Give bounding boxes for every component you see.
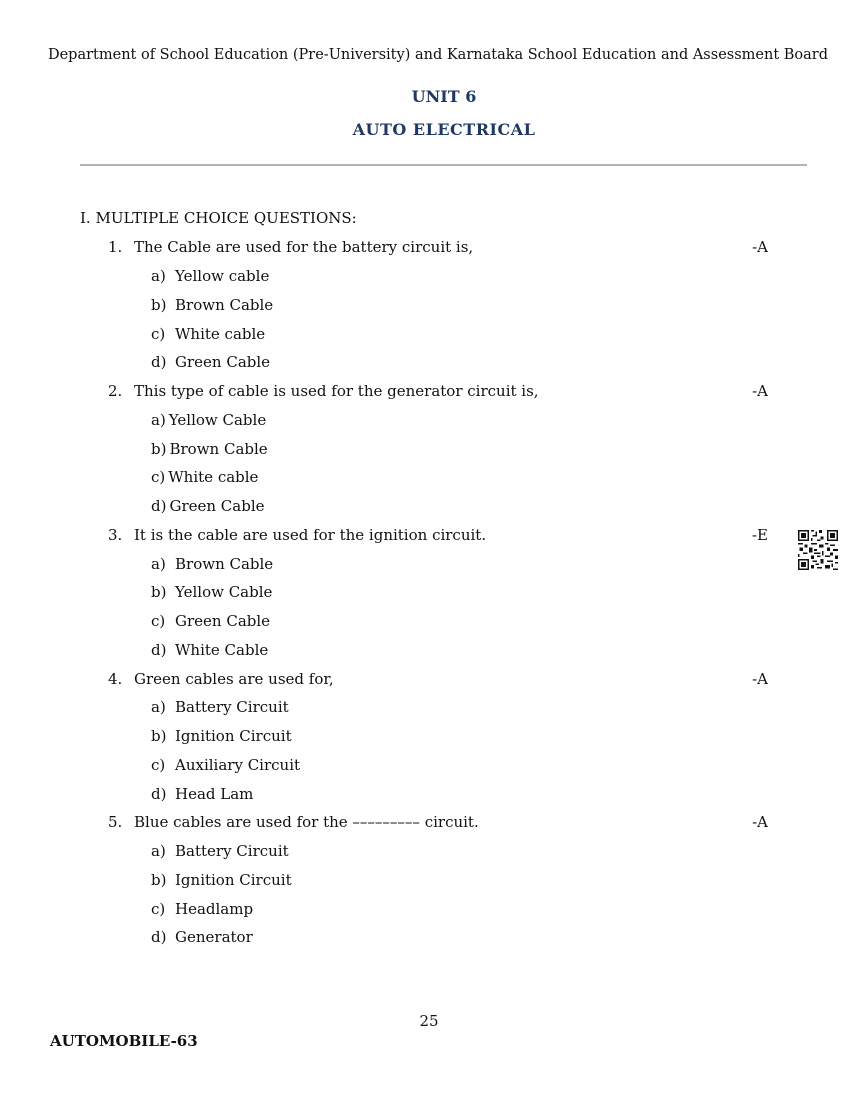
question-text: This type of cable is used for the generator circuit is, [134,382,539,400]
option-text: White cable [168,468,259,486]
option-text: Auxiliary Circuit [175,756,301,774]
chapter-title: AUTO ELECTRICAL [352,120,536,139]
question-number: 2. [108,382,123,400]
option [151,411,266,429]
option-text: Brown Cable [169,440,268,458]
option-text: Ignition Circuit [175,871,292,889]
option-label: d) [151,641,167,659]
question-2 [108,382,768,400]
question-text: Blue cables are used for the ––––––––– circuit. [134,813,479,831]
section-heading: I. MULTIPLE CHOICE QUESTIONS: [80,209,357,227]
option [151,871,292,889]
board-header: Department of School Education (Pre-University) and Karnataka School Education and Assessment Board [47,47,829,63]
question-5 [108,813,768,831]
option-text: Yellow Cable [168,411,267,429]
difficulty-tag: -A [752,670,768,688]
option [151,296,273,314]
option-text: Yellow cable [175,267,270,285]
option-label: c) [151,900,166,918]
footer-code: AUTOMOBILE-63 [50,1032,198,1050]
option-label: a) [151,411,166,429]
option-text: Yellow Cable [175,583,273,601]
question-3 [108,526,768,544]
option [151,612,270,630]
difficulty-tag: -A [752,813,768,831]
option-text: White cable [175,325,266,343]
option [151,641,268,659]
option-text: Headlamp [175,900,254,918]
option-label: b) [151,440,167,458]
option [151,727,292,745]
question-number: 3. [108,526,123,544]
question-number: 1. [108,238,123,256]
question-number: 4. [108,670,123,688]
difficulty-tag: -A [752,238,768,256]
unit-title: UNIT 6 [411,87,477,106]
question-text: The Cable are used for the battery circuit is, [134,238,474,256]
question-text: Green cables are used for, [134,670,334,688]
difficulty-tag: -A [752,382,768,400]
option [151,468,258,486]
question-text: It is the cable are used for the ignition circuit. [134,526,487,544]
question-number: 5. [108,813,123,831]
option-text: Head Lam [175,785,254,803]
option [151,497,265,515]
option-label: a) [151,555,166,573]
option-label: c) [151,325,166,343]
option-text: Battery Circuit [175,842,289,860]
option-label: b) [151,583,167,601]
page-number: 25 [419,1012,439,1030]
option [151,353,270,371]
option [151,900,253,918]
option-text: Generator [175,928,253,946]
option-label: c) [151,468,166,486]
option-text: Brown Cable [175,555,274,573]
option [151,583,272,601]
option [151,842,289,860]
qr-code-icon[interactable] [798,530,838,570]
option [151,267,269,285]
option-label: c) [151,612,166,630]
option [151,928,253,946]
option-label: b) [151,871,167,889]
option [151,698,289,716]
option [151,756,300,774]
option [151,440,268,458]
divider [80,164,807,166]
option-label: a) [151,698,166,716]
option-text: White Cable [175,641,269,659]
difficulty-tag: -E [751,526,768,544]
question-1 [108,238,768,256]
option [151,785,253,803]
option-label: b) [151,727,167,745]
option-text: Ignition Circuit [175,727,292,745]
option [151,555,273,573]
option-label: d) [151,928,167,946]
option-label: c) [151,756,166,774]
question-4 [108,670,768,688]
option-text: Green Cable [175,612,271,630]
option-label: b) [151,296,167,314]
option-text: Battery Circuit [175,698,289,716]
option-label: d) [151,353,167,371]
option-label: a) [151,842,166,860]
option [151,325,265,343]
option-label: a) [151,267,166,285]
option-text: Brown Cable [175,296,274,314]
option-label: d) [151,785,167,803]
option-text: Green Cable [175,353,271,371]
option-text: Green Cable [169,497,265,515]
option-label: d) [151,497,167,515]
